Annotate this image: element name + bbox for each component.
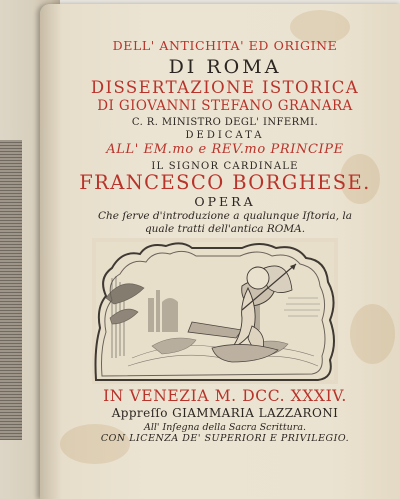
imprint-place-date: IN VENEZIA M. DCC. XXXIV. (103, 387, 347, 405)
dedication-line: DEDICATA (185, 130, 265, 141)
imprint-printer: Appreſſo GIAMMARIA LAZZARONI (111, 406, 339, 420)
opera-line: OPERA (194, 194, 256, 209)
description-line-2: quale tratti dell'antica ROMA. (144, 223, 306, 235)
facing-engraving-edge (0, 140, 22, 440)
title-line-2: DI ROMA (168, 56, 282, 78)
foxing-spot (350, 304, 395, 364)
dedicatee-name: FRANCESCO BORGHESE. (79, 171, 371, 194)
engraved-vignette (92, 238, 338, 384)
author-title-line: C. R. MINISTRO DEGL' INFERMI. (131, 117, 319, 128)
cardinal-line: IL SIGNOR CARDINALE (151, 161, 299, 172)
description-line-1: Che ſerve d'introduzione a qualunque Iſtoria, la (97, 210, 352, 222)
dedicatee-prefix-line: ALL' EM.mo e REV.mo PRINCIPE (106, 142, 344, 157)
imprint-license: CON LICENZA DE' SUPERIORI E PRIVILEGIO. (100, 433, 350, 444)
title-line-1: DELL' ANTICHITA' ED ORIGINE (112, 38, 338, 53)
cherub-vignette-illustration (92, 238, 338, 384)
imprint-sign: All' Inſegna della Sacra Scrittura. (143, 422, 307, 433)
author-line: DI GIOVANNI STEFANO GRANARA (97, 98, 353, 114)
title-line-3: DISSERTAZIONE ISTORICA (90, 78, 360, 97)
